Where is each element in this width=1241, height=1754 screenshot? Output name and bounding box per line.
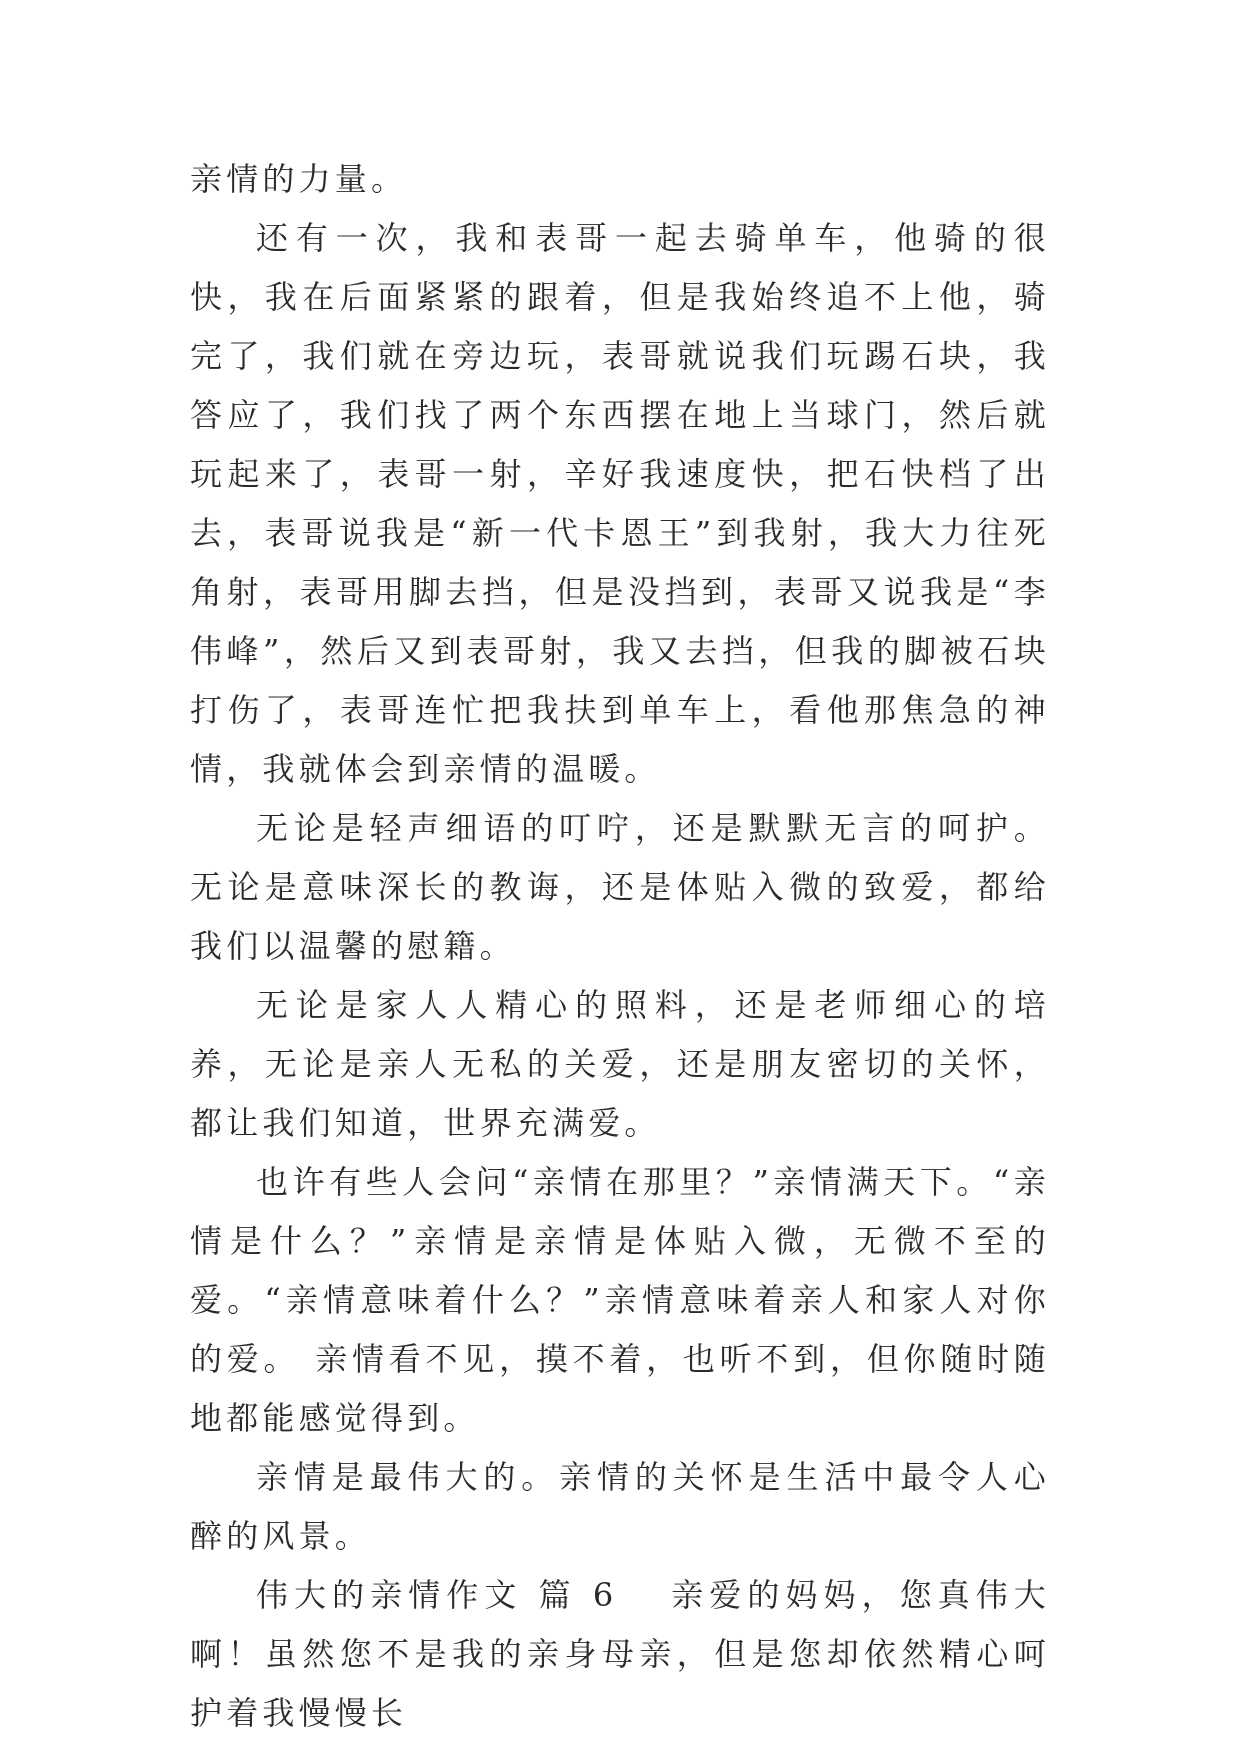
section-text: 亲爱的妈妈，您真伟大啊！虽然您不是我的亲身母亲，但是您却依然精心呵护着我慢慢长 [190, 1576, 1050, 1732]
paragraph-6: 亲情是最伟大的。亲情的关怀是生活中最令人心醉的风景。 [190, 1458, 1050, 1555]
paragraph-2: 还有一次，我和表哥一起去骑单车，他骑的很快，我在后面紧紧的跟着，但是我始终追不上他，骑完了，我们就在旁边玩，表哥就说我们玩踢石块，我答应了，我们找了两个东西摆在地上当球门，然后就玩起来了，表哥一射，辛好我速度快，把石快档了出去，表哥说我是“新一代卡恩王”到我射，我大力往死角射，表哥用脚去挡，但是没挡到，表哥又说我是“李伟峰”，然后又到表哥射，我又去挡，但我的脚被石块打伤了，表哥连忙把我扶到单车上，看他那焦急的神情，我就体会到亲情的温暖。 [190, 219, 1050, 788]
paragraph-3: 无论是轻声细语的叮咛，还是默默无言的呵护。无论是意味深长的教诲，还是体贴入微的致爱，都给我们以温馨的慰籍。 [190, 809, 1050, 965]
document-body [190, 150, 1050, 1743]
section-heading: 伟大的亲情作文 篇 6 [256, 1576, 618, 1614]
paragraph-1: 亲情的力量。 [190, 160, 408, 198]
paragraph-4: 无论是家人人精心的照料，还是老师细心的培养，无论是亲人无私的关爱，还是朋友密切的关怀，都让我们知道，世界充满爱。 [190, 986, 1050, 1142]
paragraph-7 [190, 1566, 1050, 1743]
paragraph-5: 也许有些人会问“亲情在那里？”亲情满天下。“亲情是什么？”亲情是亲情是体贴入微，无微不至的爱。“亲情意味着什么？”亲情意味着亲人和家人对你的爱。 亲情看不见，摸不着，也听不到，但你随时随地都能感觉得到。 [190, 1163, 1050, 1437]
